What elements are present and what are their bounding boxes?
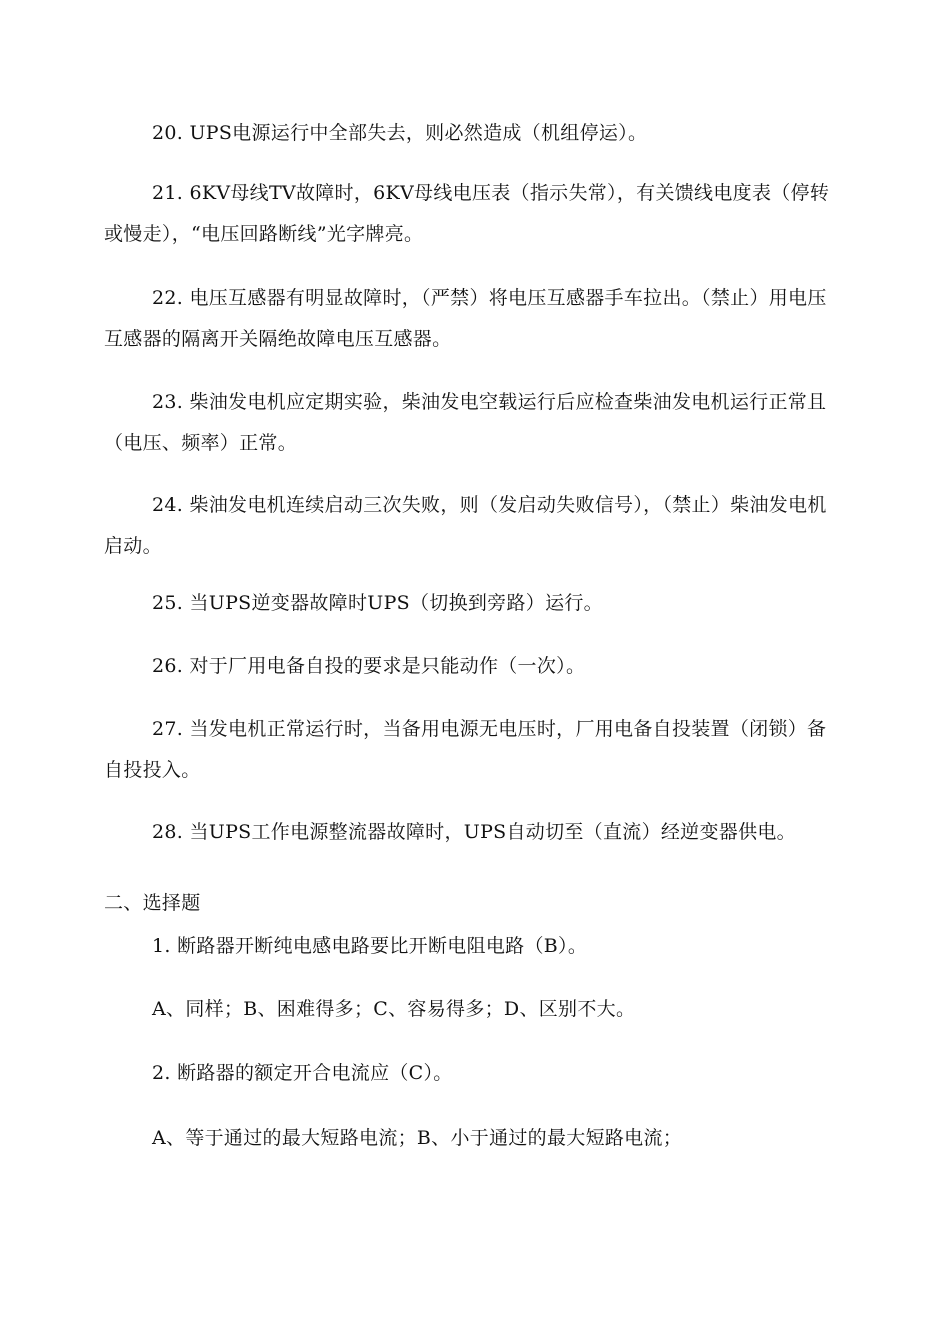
- paragraph-26: 26. 对于厂用电备自投的要求是只能动作（一次）。: [152, 655, 586, 677]
- paragraph-25: 25. 当UPS逆变器故障时UPS（切换到旁路）运行。: [152, 592, 603, 614]
- question-1: 1. 断路器开断纯电感电路要比开断电阻电路（B）。: [152, 935, 588, 957]
- paragraph-20: 20. UPS电源运行中全部失去，则必然造成（机组停运）。: [152, 122, 648, 144]
- question-2: 2. 断路器的额定开合电流应（C）。: [152, 1062, 453, 1084]
- question-1-options: A、同样；B、困难得多；C、容易得多；D、区别不大。: [152, 998, 636, 1020]
- paragraph-21: 21. 6KV母线TV故障时，6KV母线电压表（指示失常），有关馈线电度表（停转或慢走），“电压回路断线”光字牌亮。: [104, 182, 830, 245]
- paragraph-24: 24. 柴油发电机连续启动三次失败，则（发启动失败信号），（禁止）柴油发电机启动。: [104, 494, 827, 557]
- paragraph-22: 22. 电压互感器有明显故障时，（严禁）将电压互感器手车拉出。（禁止）用电压互感器的隔离开关隔绝故障电压互感器。: [104, 287, 827, 350]
- paragraph-23: 23. 柴油发电机应定期实验，柴油发电空载运行后应检查柴油发电机运行正常且（电压、频率）正常。: [104, 391, 827, 454]
- paragraph-28: 28. 当UPS工作电源整流器故障时，UPS自动切至（直流）经逆变器供电。: [152, 821, 796, 843]
- paragraph-27: 27. 当发电机正常运行时，当备用电源无电压时，厂用电备自投装置（闭锁）备自投投入。: [104, 718, 827, 781]
- section-title: 二、选择题: [104, 892, 201, 914]
- question-2-options: A、等于通过的最大短路电流；B、小于通过的最大短路电流；: [152, 1127, 683, 1149]
